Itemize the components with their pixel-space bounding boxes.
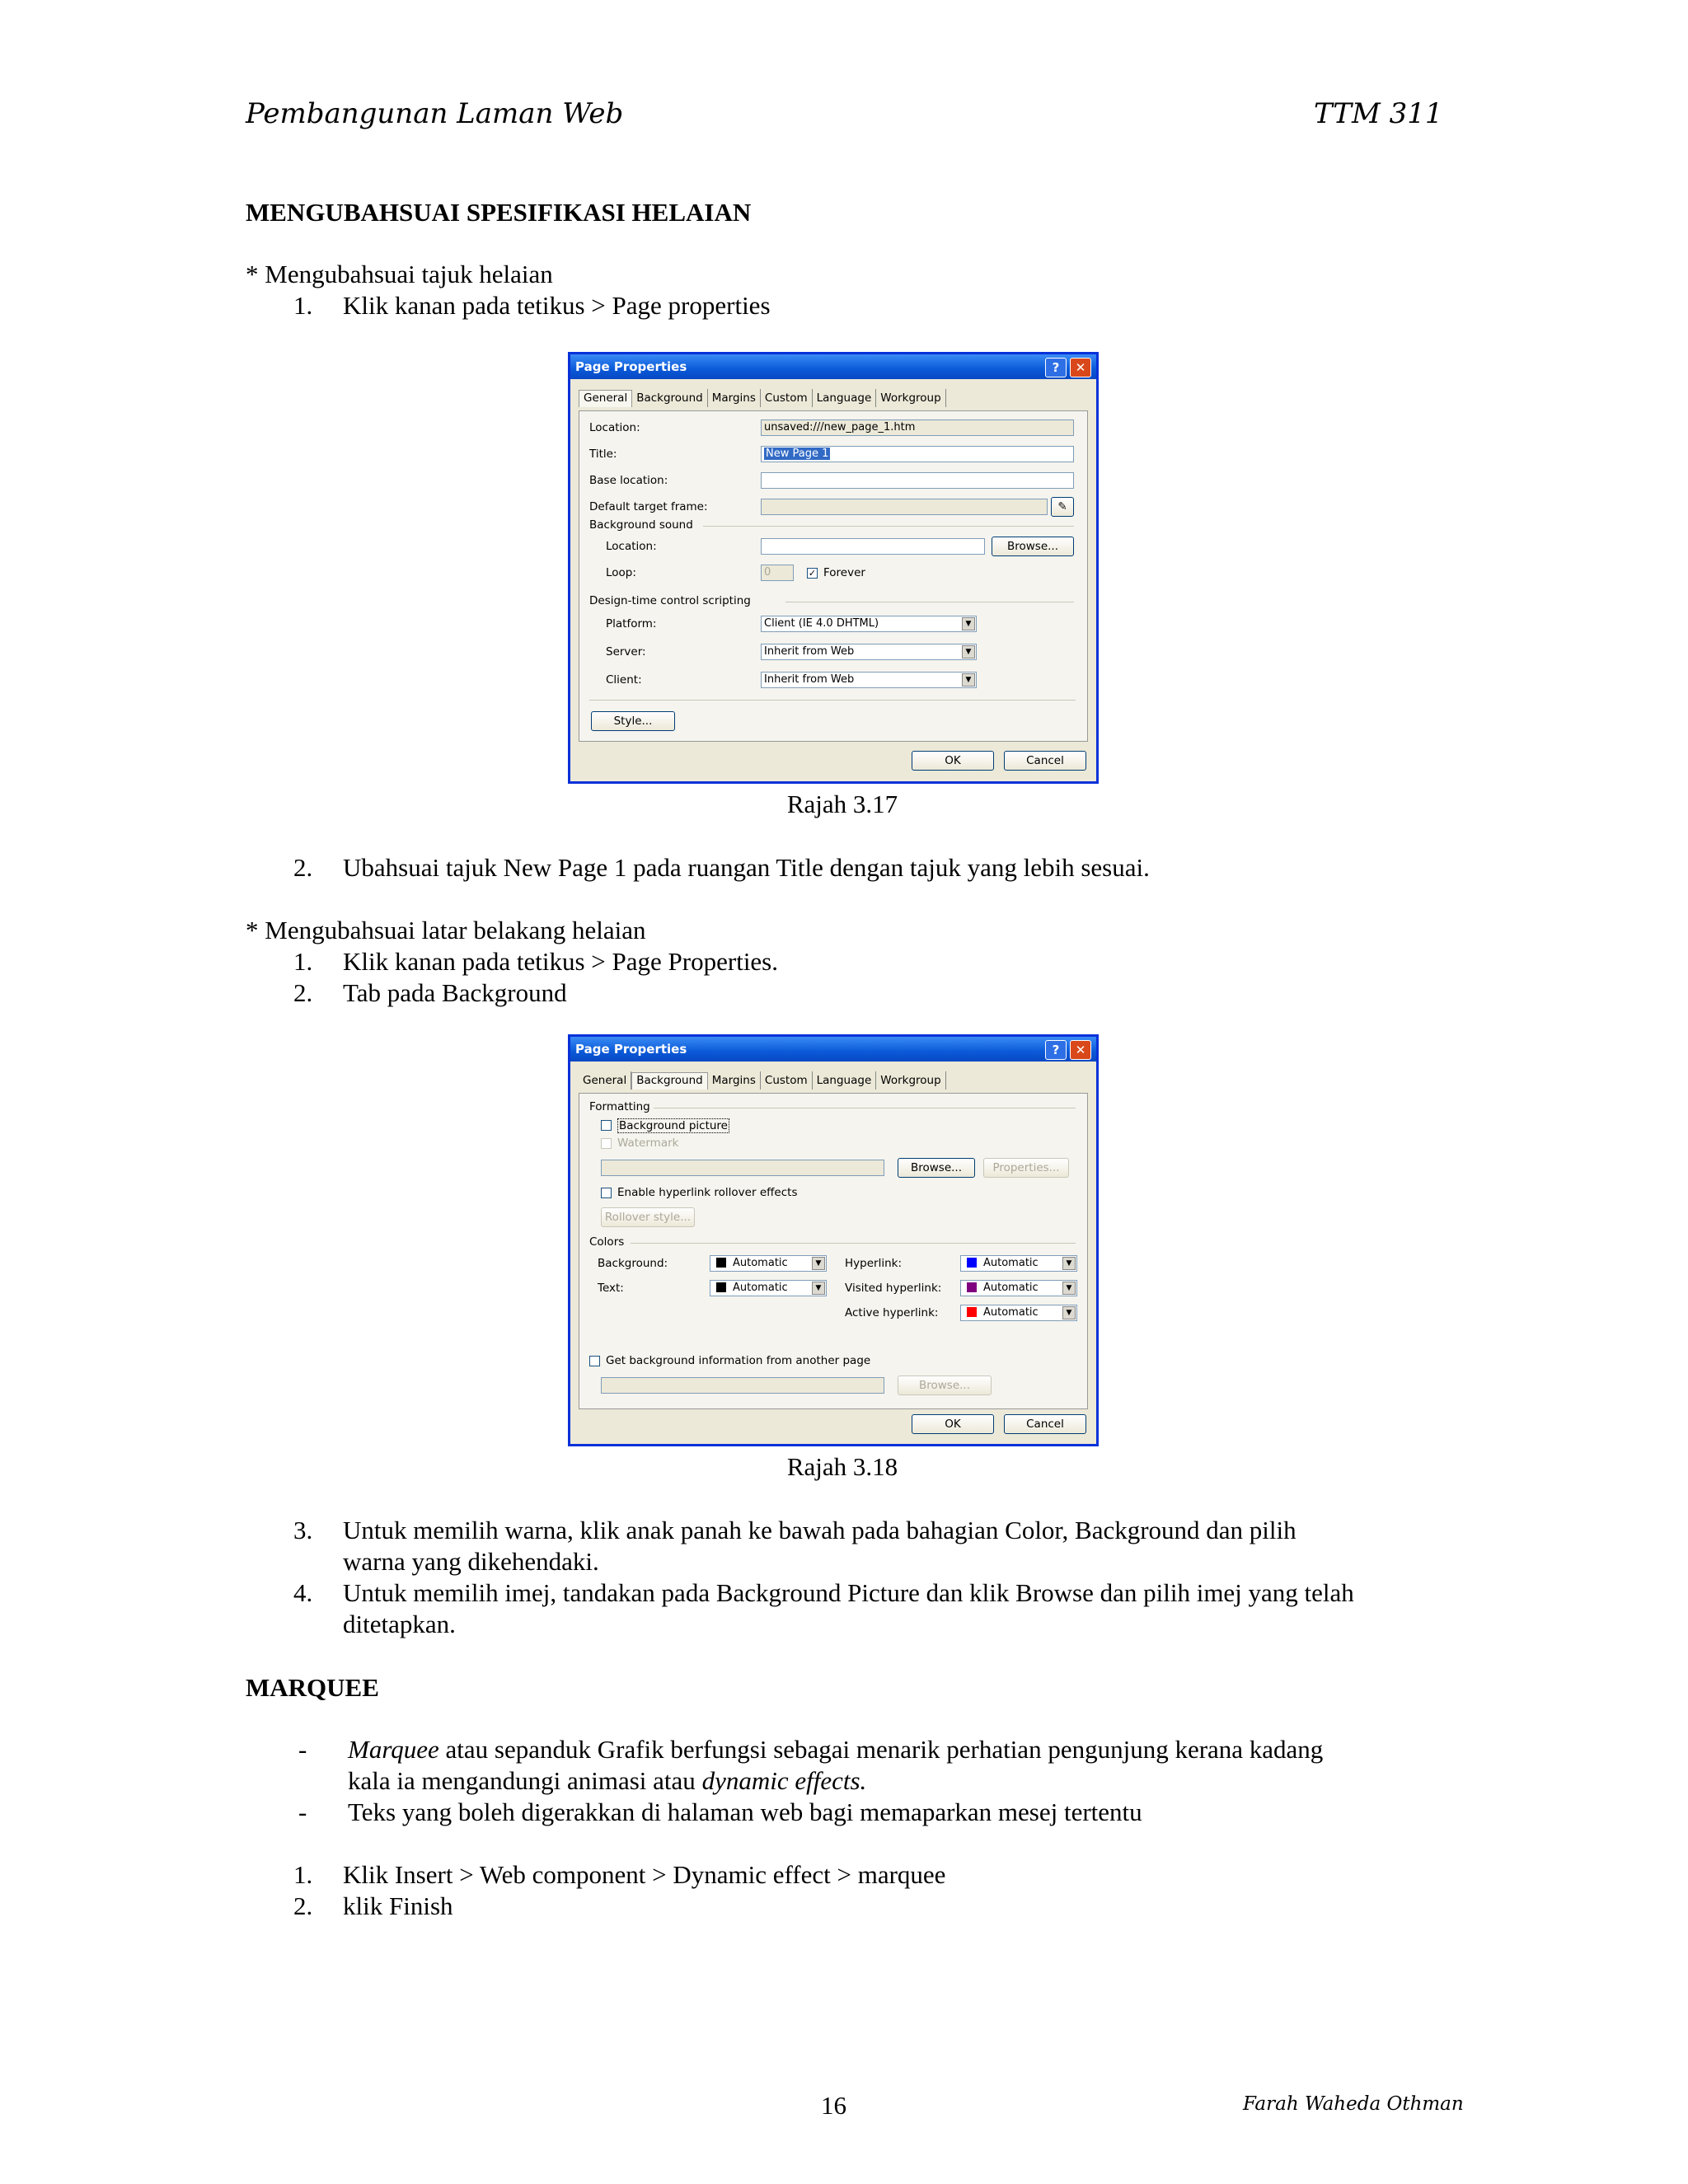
section-heading: MARQUEE xyxy=(246,1673,379,1702)
loop-label: Loop: xyxy=(606,566,636,579)
color-swatch xyxy=(967,1307,977,1317)
color-swatch xyxy=(967,1282,977,1292)
base-location-label: Base location: xyxy=(589,474,668,487)
server-select[interactable] xyxy=(761,644,977,660)
step-item xyxy=(293,1577,1354,1609)
hyperlink-color-label: Hyperlink: xyxy=(845,1257,902,1270)
dash: - xyxy=(298,1797,307,1826)
color-swatch xyxy=(716,1258,726,1268)
formatting-group: Formatting xyxy=(589,1100,650,1113)
chevron-down-icon[interactable]: ▼ xyxy=(812,1257,825,1270)
visited-hyperlink-select[interactable] xyxy=(960,1280,1077,1296)
step-number: 2. xyxy=(293,853,313,882)
step-number: 1. xyxy=(293,291,313,320)
hyperlink-color-select[interactable] xyxy=(960,1255,1077,1272)
browse-button[interactable]: Browse... xyxy=(898,1158,975,1178)
tab-strip xyxy=(579,1071,946,1091)
sound-location-input[interactable] xyxy=(761,538,985,555)
background-panel xyxy=(579,1093,1088,1409)
default-target-input xyxy=(761,499,1048,515)
ok-button[interactable]: OK xyxy=(912,751,994,771)
step-text: Klik kanan pada tetikus > Page properties xyxy=(343,291,771,320)
bullet-title: * Mengubahsuai tajuk helaian xyxy=(246,260,553,288)
color-swatch xyxy=(716,1282,726,1292)
step-number: 4. xyxy=(293,1578,313,1607)
color-swatch xyxy=(967,1258,977,1268)
tab-general[interactable]: General xyxy=(579,1071,631,1090)
platform-value: Client (IE 4.0 DHTML) xyxy=(764,617,879,630)
default-target-label: Default target frame: xyxy=(589,500,708,513)
figure-caption: Rajah 3.18 xyxy=(786,1452,898,1481)
base-location-input[interactable] xyxy=(761,472,1074,489)
color-value: Automatic xyxy=(983,1257,1039,1269)
list-text: atau sepanduk Grafik berfungsi sebagai menarik perhatian pengunjung kerana kadang xyxy=(438,1735,1324,1764)
forever-label: Forever xyxy=(823,566,865,579)
tab-custom[interactable]: Custom xyxy=(761,389,813,407)
tab-workgroup[interactable]: Workgroup xyxy=(876,389,945,407)
rollover-label: Enable hyperlink rollover effects xyxy=(617,1186,798,1199)
tab-custom[interactable]: Custom xyxy=(761,1071,813,1090)
title-input[interactable] xyxy=(761,446,1074,462)
server-value: Inherit from Web xyxy=(764,645,855,658)
client-label: Client: xyxy=(606,673,642,687)
chevron-down-icon[interactable]: ▼ xyxy=(962,617,975,630)
list-text: kala ia mengandungi animasi atau xyxy=(348,1766,702,1795)
step-item xyxy=(293,1891,453,1922)
color-value: Automatic xyxy=(983,1306,1039,1319)
client-value: Inherit from Web xyxy=(764,673,855,686)
dialog-titlebar xyxy=(570,354,1096,379)
general-panel xyxy=(579,410,1088,742)
color-value: Automatic xyxy=(733,1257,788,1269)
tab-language[interactable]: Language xyxy=(813,1071,877,1090)
watermark-checkbox xyxy=(601,1138,612,1149)
get-background-label: Get background information from another page xyxy=(606,1354,871,1367)
title-value: New Page 1 xyxy=(766,448,829,460)
close-icon[interactable]: ✕ xyxy=(1070,1040,1091,1060)
platform-label: Platform: xyxy=(606,617,657,630)
background-sound-group: Background sound xyxy=(589,518,693,532)
tab-language[interactable]: Language xyxy=(813,389,877,407)
color-value: Automatic xyxy=(983,1282,1039,1294)
tab-strip xyxy=(579,389,946,409)
tab-general[interactable]: General xyxy=(579,390,632,407)
step-text: klik Finish xyxy=(343,1891,453,1920)
loop-spinner: 0 xyxy=(761,565,794,581)
chevron-down-icon[interactable]: ▼ xyxy=(962,673,975,687)
step-item xyxy=(293,290,771,321)
step-item xyxy=(293,946,778,977)
bullet-title: * Mengubahsuai latar belakang helaian xyxy=(246,916,646,944)
figure-caption: Rajah 3.17 xyxy=(786,790,898,818)
location-field: unsaved:///new_page_1.htm xyxy=(761,419,1074,436)
pencil-icon[interactable]: ✎ xyxy=(1051,497,1074,517)
browse-button[interactable]: Browse... xyxy=(992,537,1074,556)
section-heading: MENGUBAHSUAI SPESIFIKASI HELAIAN xyxy=(246,198,752,227)
footer-author: Farah Waheda Othman xyxy=(1243,2093,1464,2115)
chevron-down-icon[interactable]: ▼ xyxy=(1062,1257,1076,1270)
step-text: Untuk memilih imej, tandakan pada Background Picture dan klik Browse dan pilih imej yang telah xyxy=(343,1578,1354,1607)
divider xyxy=(631,1243,1076,1244)
chevron-down-icon[interactable]: ▼ xyxy=(1062,1282,1076,1295)
get-background-input xyxy=(601,1377,884,1394)
properties-button: Properties... xyxy=(983,1158,1069,1178)
list-text: Teks yang boleh digerakkan di halaman web bagi memaparkan mesej tertentu xyxy=(348,1797,1142,1826)
step-text: Klik Insert > Web component > Dynamic effect > marquee xyxy=(343,1860,946,1889)
browse-button-disabled: Browse... xyxy=(898,1376,992,1395)
step-number: 1. xyxy=(293,1860,313,1889)
tab-margins[interactable]: Margins xyxy=(708,1071,761,1090)
cancel-button[interactable]: Cancel xyxy=(1004,751,1086,771)
step-item xyxy=(293,852,1150,883)
tab-margins[interactable]: Margins xyxy=(708,389,761,407)
background-color-select[interactable] xyxy=(710,1255,827,1272)
get-background-checkbox[interactable] xyxy=(589,1356,600,1366)
chevron-down-icon[interactable]: ▼ xyxy=(1062,1306,1076,1319)
background-picture-label: Background picture xyxy=(619,1119,728,1132)
page-properties-dialog-general xyxy=(568,352,1099,784)
dialog-titlebar xyxy=(570,1037,1096,1062)
term: dynamic effects. xyxy=(701,1766,867,1795)
dash: - xyxy=(298,1735,307,1764)
step-text: Ubahsuai tajuk New Page 1 pada ruangan Title dengan tajuk yang lebih sesuai. xyxy=(343,853,1150,882)
page-properties-dialog-background xyxy=(568,1034,1099,1446)
rollover-style-button: Rollover style... xyxy=(601,1207,695,1227)
term: Marquee xyxy=(348,1735,439,1764)
dialog-title: Page Properties xyxy=(575,359,687,374)
text-color-label: Text: xyxy=(598,1282,624,1295)
tab-workgroup[interactable]: Workgroup xyxy=(876,1071,945,1090)
ok-button[interactable]: OK xyxy=(912,1414,994,1434)
color-value: Automatic xyxy=(733,1282,788,1294)
dialog-title: Page Properties xyxy=(575,1042,687,1057)
close-icon[interactable]: ✕ xyxy=(1070,358,1091,377)
page-number: 16 xyxy=(821,2091,846,2120)
list-item xyxy=(298,1797,1142,1828)
divider xyxy=(703,526,1074,527)
header-title: Pembangunan Laman Web xyxy=(246,97,624,130)
step-number: 2. xyxy=(293,978,313,1007)
tab-background[interactable]: Background xyxy=(631,1072,708,1090)
location-label: Location: xyxy=(589,421,640,434)
server-label: Server: xyxy=(606,645,646,658)
cancel-button[interactable]: Cancel xyxy=(1004,1414,1086,1434)
step-text: Tab pada Background xyxy=(343,978,567,1007)
background-color-label: Background: xyxy=(598,1257,668,1270)
platform-select[interactable] xyxy=(761,616,977,632)
colors-group: Colors xyxy=(589,1235,625,1249)
header-course-code: TTM 311 xyxy=(1314,97,1443,130)
chevron-down-icon[interactable]: ▼ xyxy=(812,1282,825,1295)
step-item xyxy=(293,1859,945,1891)
step-text-continued: warna yang dikehendaki. xyxy=(343,1547,599,1576)
forever-checkbox[interactable]: ✓ xyxy=(808,568,817,579)
style-button[interactable]: Style... xyxy=(591,711,675,731)
help-icon[interactable]: ? xyxy=(1045,358,1067,377)
step-item xyxy=(293,1515,1296,1546)
list-item xyxy=(298,1734,1323,1765)
chevron-down-icon[interactable]: ▼ xyxy=(962,645,975,658)
dtc-scripting-group: Design-time control scripting xyxy=(589,594,751,607)
sound-location-label: Location: xyxy=(606,540,657,553)
active-hyperlink-select[interactable] xyxy=(960,1305,1077,1321)
step-item xyxy=(293,977,567,1009)
visited-hyperlink-label: Visited hyperlink: xyxy=(845,1282,942,1295)
active-hyperlink-label: Active hyperlink: xyxy=(845,1306,939,1319)
help-icon[interactable]: ? xyxy=(1045,1040,1067,1060)
step-number: 3. xyxy=(293,1516,313,1544)
watermark-label: Watermark xyxy=(617,1137,679,1150)
background-picture-checkbox[interactable] xyxy=(601,1120,612,1131)
step-number: 2. xyxy=(293,1891,313,1920)
divider xyxy=(589,700,1076,701)
list-text-continued xyxy=(348,1765,866,1797)
tab-background[interactable]: Background xyxy=(632,389,708,407)
background-picture-input xyxy=(601,1160,884,1176)
step-number: 1. xyxy=(293,947,313,976)
client-select[interactable] xyxy=(761,672,977,688)
step-text: Klik kanan pada tetikus > Page Properties. xyxy=(343,947,778,976)
step-text: Untuk memilih warna, klik anak panah ke bawah pada bahagian Color, Background dan pilih xyxy=(343,1516,1296,1544)
rollover-checkbox[interactable] xyxy=(601,1188,612,1198)
title-label: Title: xyxy=(589,448,617,461)
text-color-select[interactable] xyxy=(710,1280,827,1296)
step-text-continued: ditetapkan. xyxy=(343,1610,456,1638)
